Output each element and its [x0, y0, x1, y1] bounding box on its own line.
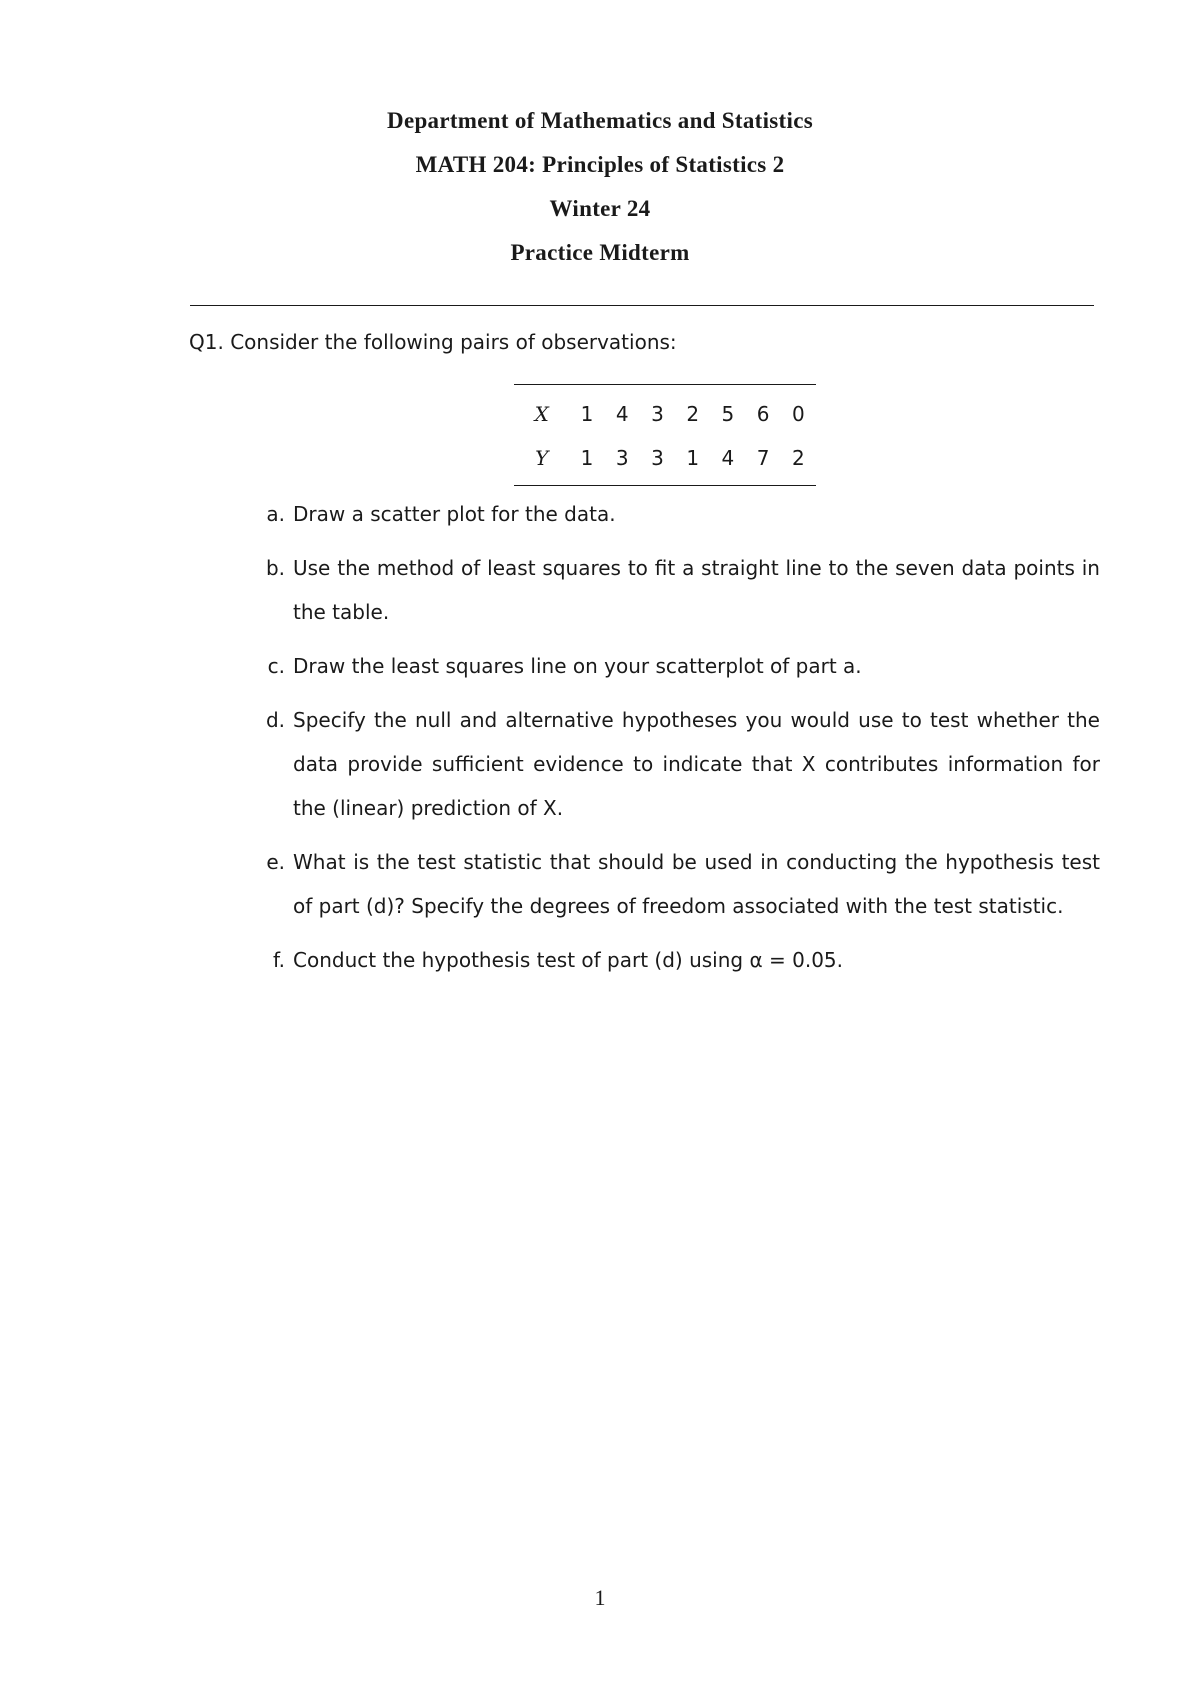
header-divider	[190, 305, 1094, 306]
part-marker: b.	[265, 556, 285, 580]
table-cell: 1	[580, 402, 594, 426]
table-cell: 2	[686, 402, 700, 426]
part-text: Use the method of least squares to fit a straight line to the seven data points in the table.	[293, 556, 1100, 624]
list-item	[250, 644, 1100, 688]
table-cell: 3	[615, 446, 629, 470]
department-title: Department of Mathematics and Statistics	[387, 108, 813, 133]
part-text: Draw a scatter plot for the data.	[293, 502, 616, 526]
row-label-y: Y	[535, 446, 549, 470]
part-text: Specify the null and alternative hypotheses you would use to test whether the data provide sufficient evidence to indicate that X contributes information for the (linear) prediction of X.	[293, 708, 1100, 820]
table-cell: 4	[615, 402, 629, 426]
list-item	[250, 698, 1100, 830]
table-cell: 4	[721, 446, 735, 470]
row-label-x: X	[534, 402, 549, 426]
course-title: MATH 204: Principles of Statistics 2	[415, 152, 785, 177]
list-item	[250, 938, 1100, 982]
question-parts-list	[250, 492, 1100, 992]
table-cell: 1	[580, 446, 594, 470]
part-text: Draw the least squares line on your scatterplot of part a.	[293, 654, 862, 678]
table-cell: 2	[791, 446, 805, 470]
question-text: Consider the following pairs of observations:	[230, 330, 677, 354]
table-cell: 6	[756, 402, 770, 426]
table-cell: 5	[721, 402, 735, 426]
list-item	[250, 840, 1100, 928]
observations-table	[514, 384, 816, 486]
table-cell: 1	[686, 446, 700, 470]
part-marker: d.	[265, 708, 285, 732]
question-1-prompt	[189, 320, 677, 364]
table-cell: 3	[651, 402, 664, 426]
part-text: Conduct the hypothesis test of part (d) using α = 0.05.	[293, 948, 843, 972]
table-cell: 7	[756, 446, 770, 470]
table-row-y	[514, 436, 816, 480]
page-number: 1	[594, 1585, 606, 1610]
part-marker: c.	[267, 654, 285, 678]
question-label: Q1.	[189, 330, 224, 354]
part-marker: f.	[273, 948, 285, 972]
table-cell: 0	[791, 402, 805, 426]
part-marker: a.	[266, 502, 285, 526]
exam-title: Practice Midterm	[510, 240, 690, 265]
part-text: What is the test statistic that should be used in conducting the hypothesis test of part (d)? Specify the degrees of freedom associated with the test statistic.	[293, 850, 1100, 918]
table-row-x	[514, 392, 816, 436]
list-item	[250, 492, 1100, 536]
part-marker: e.	[266, 850, 285, 874]
list-item	[250, 546, 1100, 634]
term-title: Winter 24	[549, 196, 651, 221]
table-cell: 3	[651, 446, 664, 470]
